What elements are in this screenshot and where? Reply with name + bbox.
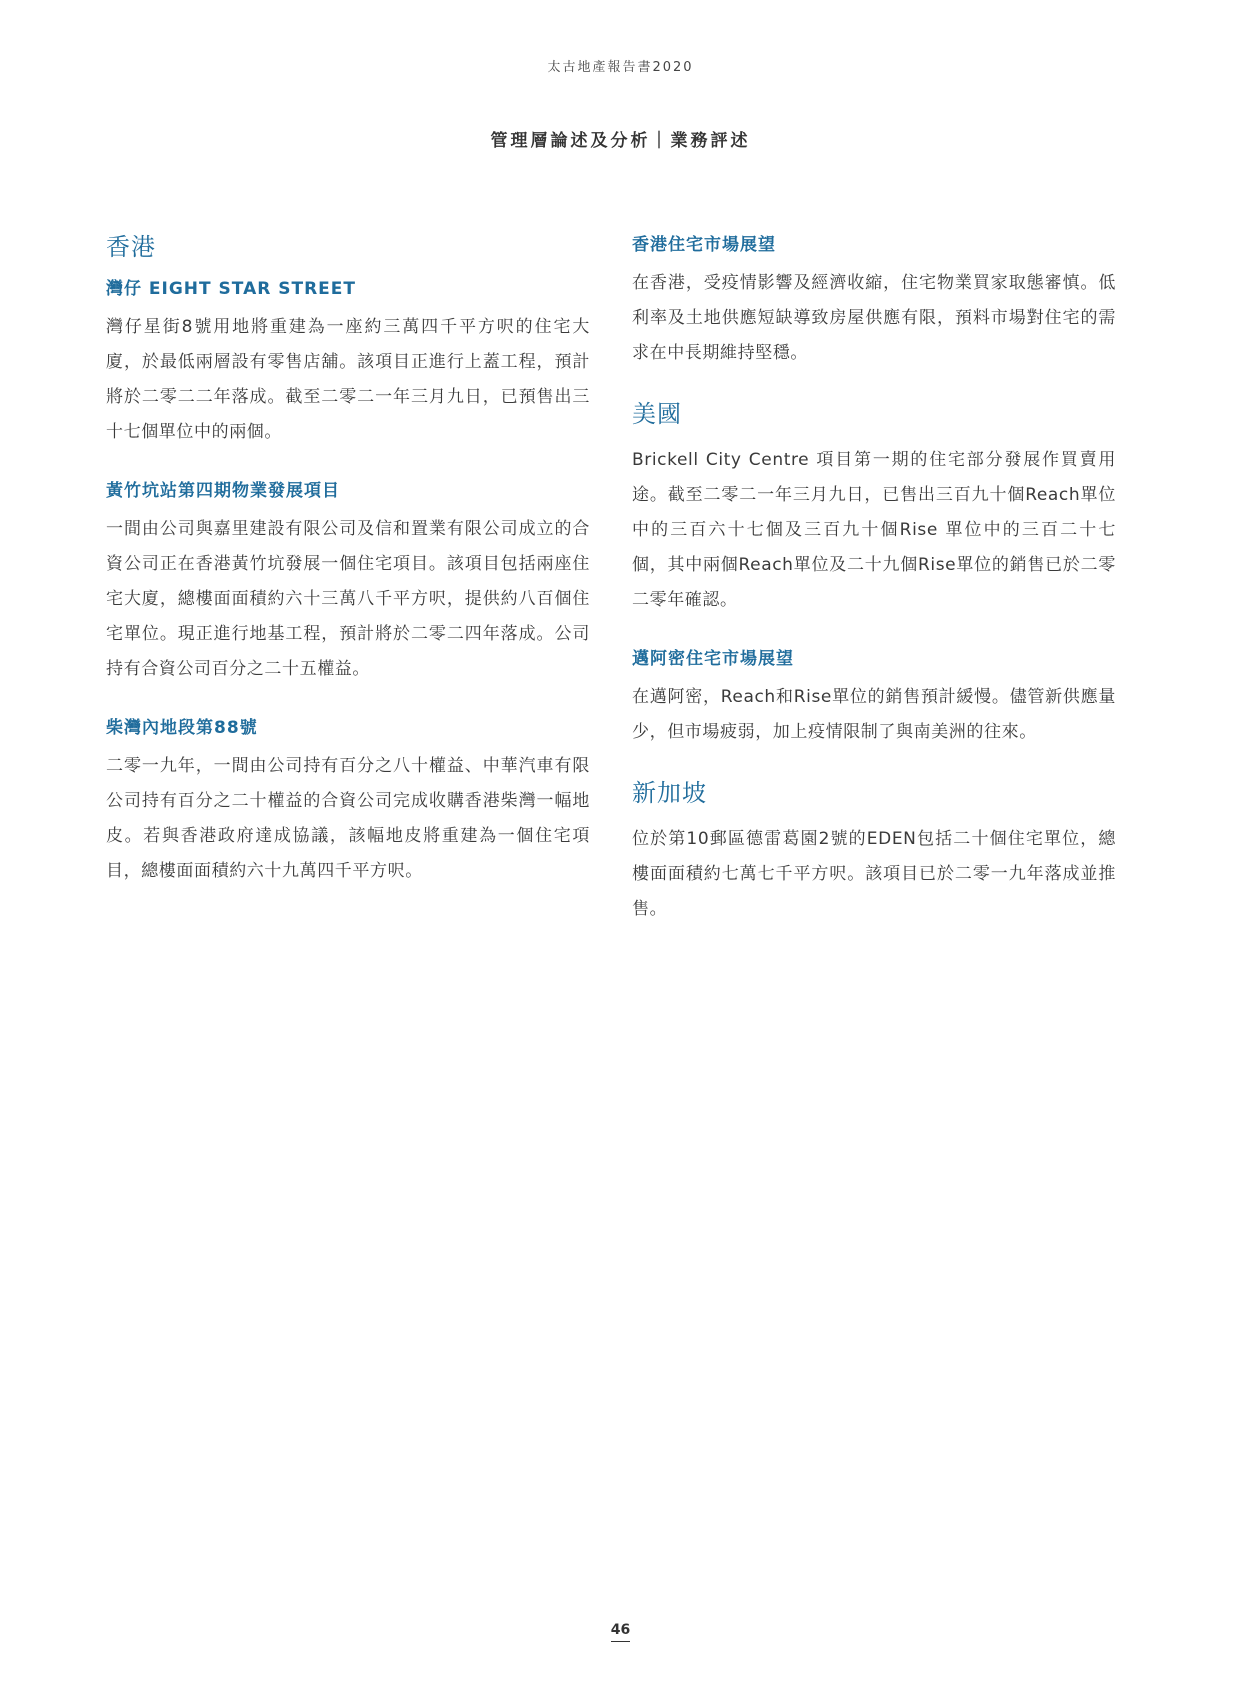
paragraph-wong-chuk-hang: 一間由公司與嘉里建設有限公司及信和置業有限公司成立的合資公司正在香港黃竹坑發展一個住宅項目。該項目包括兩座住宅大廈，總樓面面積約六十三萬八千平方呎，提供約八百個住宅單位。現正進行地基工程，預計將於二零二四年落成。公司持有合資公司百分之二十五權益。: [106, 519, 590, 679]
right-column: [632, 232, 1116, 927]
paragraph-chai-wan: 二零一九年，一間由公司持有百分之八十權益、中華汽車有限公司持有百分之二十權益的合資公司完成收購香港柴灣一幅地皮。若與香港政府達成協議，該幅地皮將重建為一個住宅項目，總樓面面積約六十九萬四千平方呎。: [106, 756, 590, 881]
paragraph-usa: Brickell City Centre 項目第一期的住宅部分發展作買賣用途。截至二零二一年三月九日，已售出三百九十個Reach單位中的三百六十七個及三百九十個Rise 單位中的三百二十七個，其中兩個Reach單位及二十九個Rise單位的銷售已於二零二零年確認。: [632, 450, 1116, 610]
paragraph-hk-outlook: 在香港，受疫情影響及經濟收縮，住宅物業買家取態審慎。低利率及土地供應短缺導致房屋供應有限，預料市場對住宅的需求在中長期維持堅穩。: [632, 273, 1116, 363]
region-heading-hong-kong: 香港: [106, 233, 156, 261]
subheading-chai-wan: 柴灣內地段第88號: [106, 718, 258, 738]
page-number: [0, 1622, 1241, 1642]
subheading-eight-star-street: 灣仔 EIGHT STAR STREET: [106, 279, 356, 299]
section-heading: 管理層論述及分析｜業務評述: [490, 131, 751, 151]
left-column: [106, 232, 590, 889]
report-title: 太古地產報告書2020: [547, 60, 694, 75]
region-heading-singapore: 新加坡: [632, 779, 707, 807]
region-heading-usa: 美國: [632, 400, 682, 428]
paragraph-singapore: 位於第10郵區德雷葛園2號的EDEN包括二十個住宅單位，總樓面面積約七萬七千平方呎。該項目已於二零一九年落成並推售。: [632, 829, 1116, 919]
page-number-text: 46: [611, 1622, 630, 1642]
subheading-miami-outlook: 邁阿密住宅市場展望: [632, 649, 794, 669]
paragraph-miami-outlook: 在邁阿密，Reach和Rise單位的銷售預計緩慢。儘管新供應量少，但市場疲弱，加上疫情限制了與南美洲的往來。: [632, 687, 1116, 742]
paragraph-eight-star-street: 灣仔星街8號用地將重建為一座約三萬四千平方呎的住宅大廈，於最低兩層設有零售店舖。該項目正進行上蓋工程，預計將於二零二二年落成。截至二零二一年三月九日，已預售出三十七個單位中的兩個。: [106, 317, 590, 442]
subheading-hk-outlook: 香港住宅市場展望: [632, 235, 776, 255]
subheading-wong-chuk-hang: 黃竹坑站第四期物業發展項目: [106, 481, 340, 501]
